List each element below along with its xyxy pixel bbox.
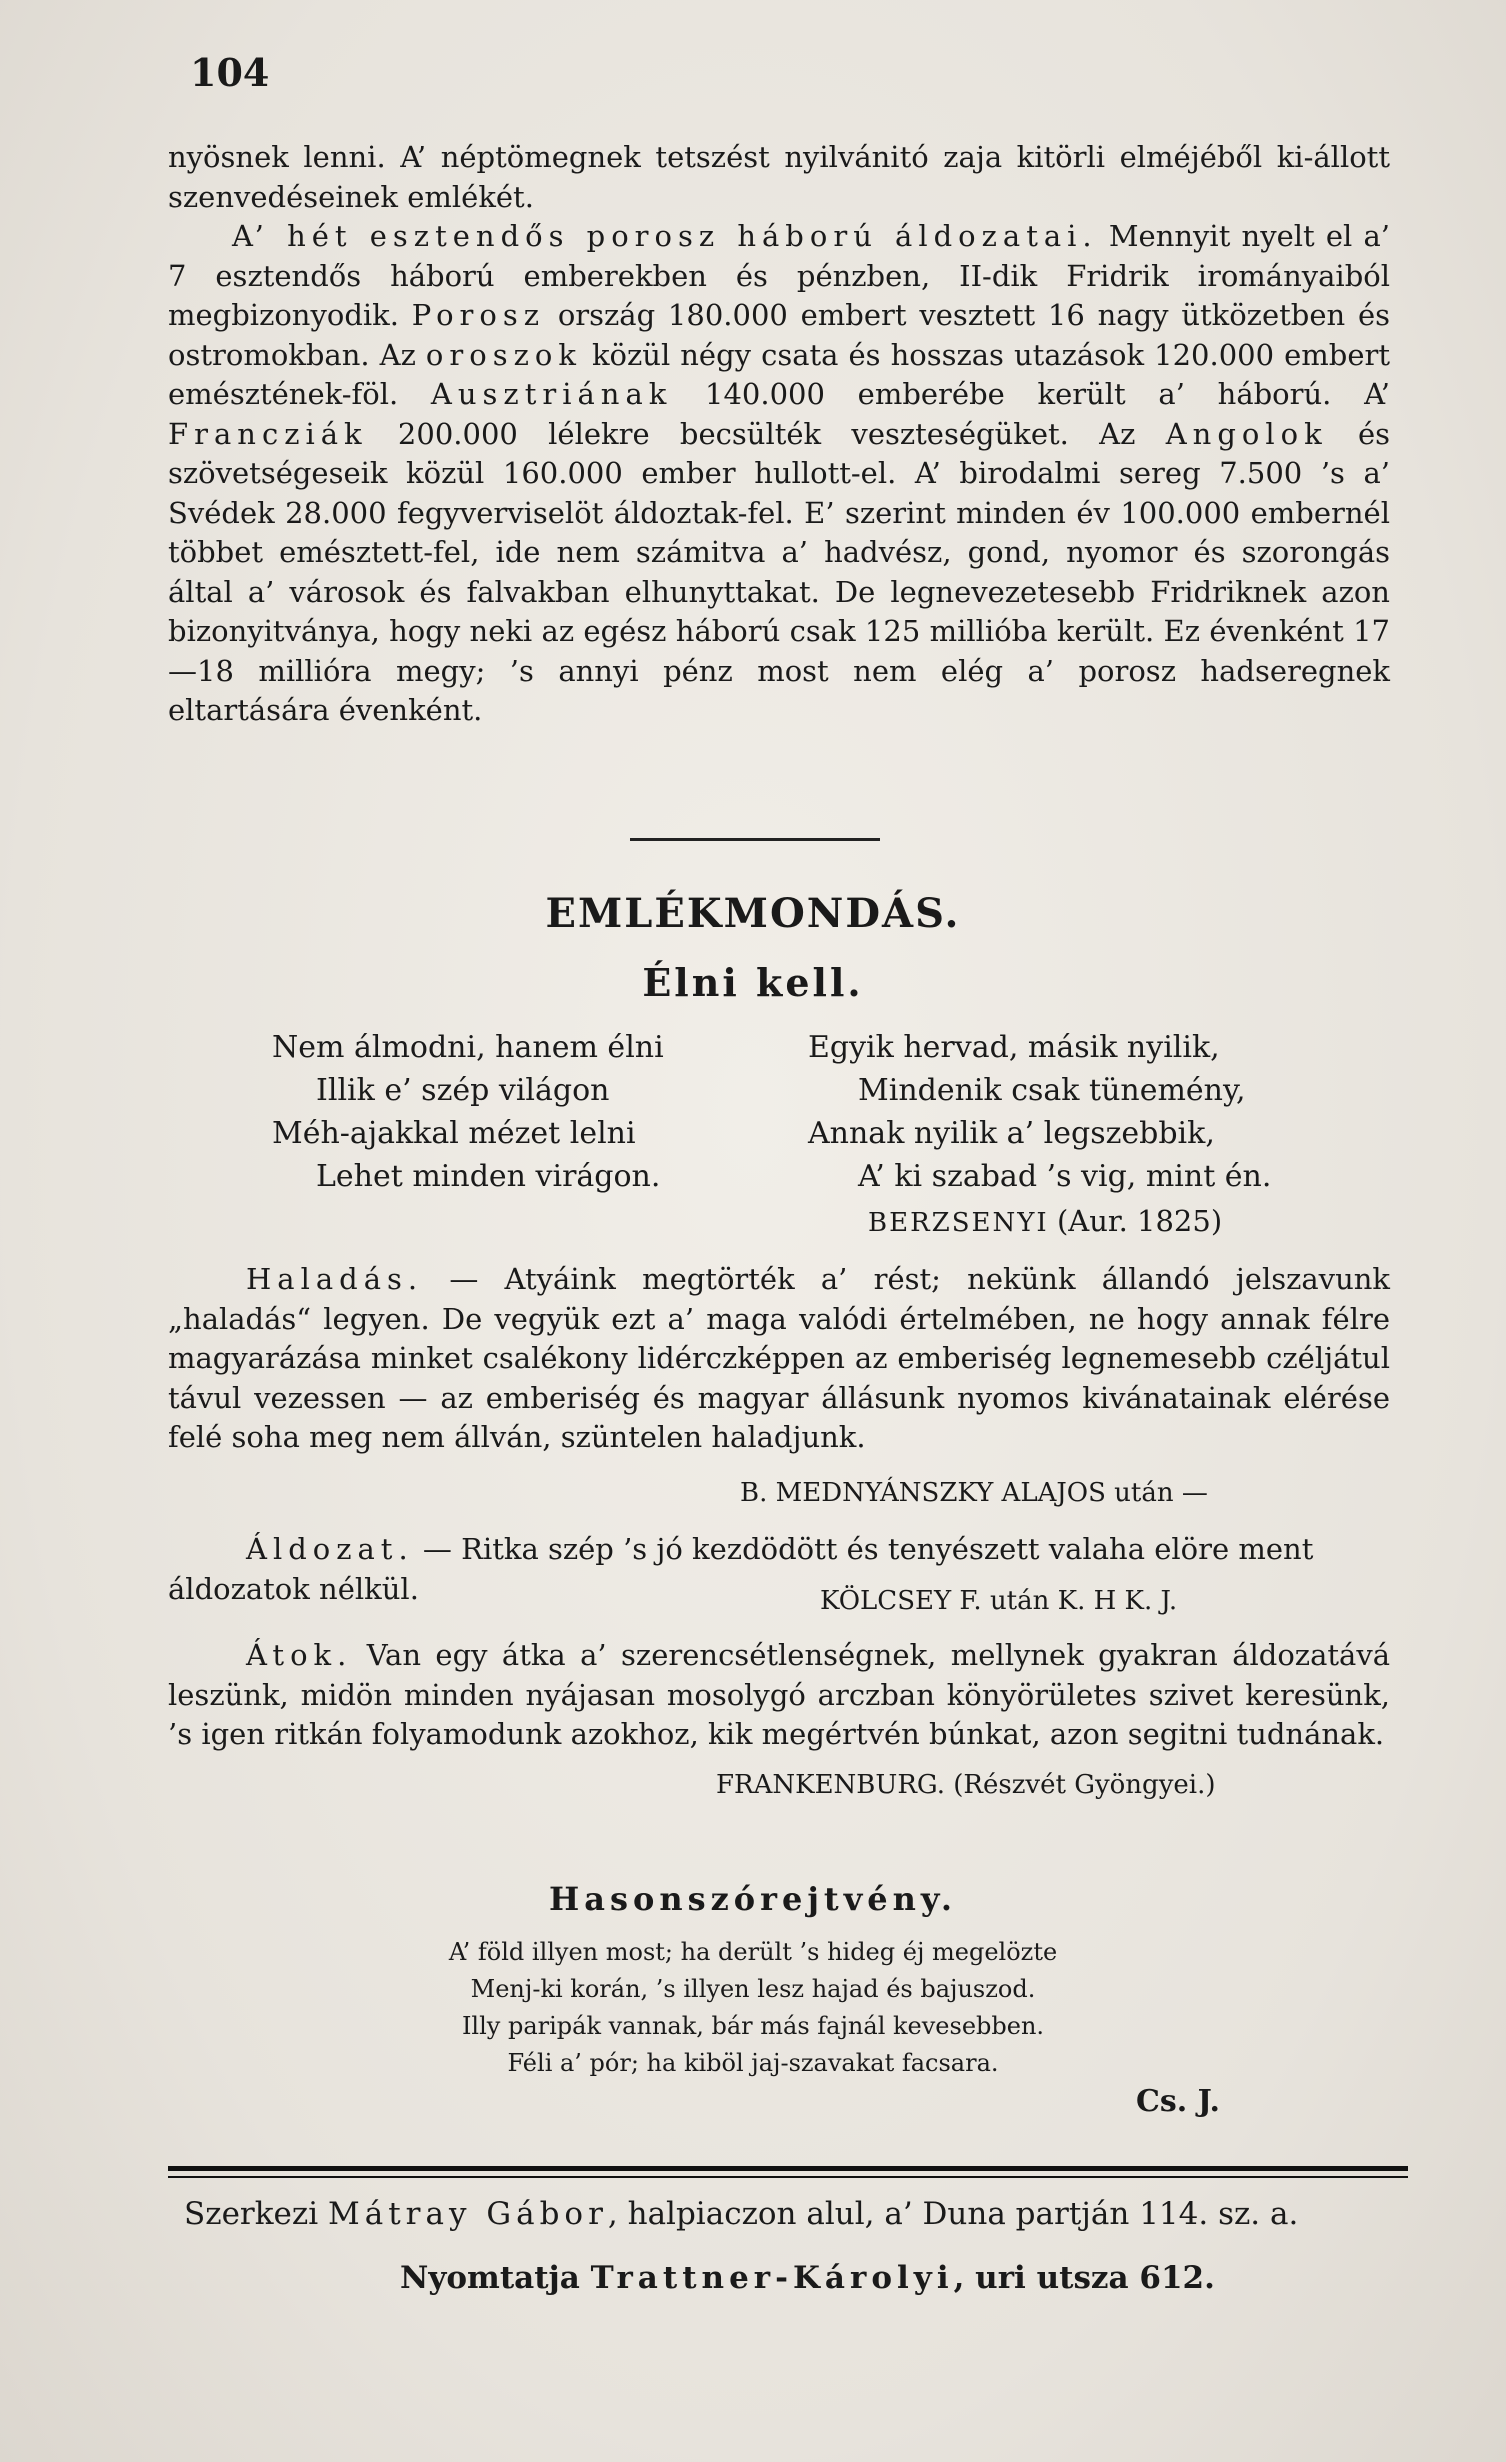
poem-line: Mindenik csak tünemény, (858, 1073, 1246, 1108)
emlekmondas-heading: EMLÉKMONDÁS. (545, 890, 961, 937)
editor-imprint: Szerkezi Mátray Gábor, halpiaczon alul, a’ Duna partján 114. sz. a. (184, 2196, 1299, 2232)
aldozat-paragraph: Áldozat. — Ritka szép ’s jó kezdödött és tenyészett valaha elöre ment áldozatok nélkül. (168, 1532, 1314, 1606)
poem-line: Lehet minden virágon. (316, 1159, 661, 1194)
footer-rule-thick (168, 2166, 1408, 2171)
poem-line: Illik e’ szép világon (316, 1073, 610, 1108)
atok-paragraph: Átok. Van egy átka a’ szerencsétlenségnek, mellynek gyakran áldozatává leszünk, midön minden nyájasan mosolygó arczban könyörületes szivet keresünk, ’s igen ritkán folyamodunk azokhoz, kik megértvén búnkat, azon segitni tudnának. (168, 1638, 1390, 1751)
poem-signature: BERZSENYI (Aur. 1825) (868, 1204, 1223, 1238)
section-divider (630, 838, 880, 841)
verse-line: Menj-ki korán, ’s illyen lesz hajad és bajuszod. (470, 1975, 1036, 2003)
poem-left-stanza (272, 1026, 664, 1198)
seven-years-war-paragraph: A’ hét esztendős porosz háború áldozatai. Mennyit nyelt el a’ 7 esztendős háború emberekben és pénzben, II-dik Fridrik irományaiból megbizonyodik. Porosz ország 180.000 embert vesztett 16 nagy ütközetben és ostromokban. Az oroszok közül négy csata és hosszas utazások 120.000 embert emésztének-föl. Ausztriának 140.000 emberébe került a’ háború. A’ Francziák 200.000 lélekre becsülték veszteségüket. Az Angolok és szövetségeseik közül 160.000 ember hullott-el. A’ birodalmi sereg 7.500 ’s a’ Svédek 28.000 fegyverviselöt áldoztak-fel. E’ szerint minden év 100.000 embernél többet emésztett-fel, ide nem számitva a’ hadvész, gond, nyomor és szorongás által a’ városok és falvakban elhunyttakat. De legnevezetesebb Fridriknek azon bizonyitványa, hogy neki az egész háború csak 125 millióba került. Ez évenként 17—18 millióra megy; ’s annyi pénz most nem elég a’ porosz hadseregnek eltartására évenként. (168, 219, 1391, 727)
printer-imprint: Nyomtatja Trattner-Károlyi, uri utsza 612. (400, 2260, 1215, 2296)
aldozat-title: Áldozat. (246, 1532, 414, 1566)
poem-line: Nem álmodni, hanem élni (272, 1030, 664, 1065)
verse-line: A’ föld illyen most; ha derült ’s hideg éj megelözte (448, 1938, 1058, 1966)
haladas-paragraph: Haladás. — Atyáink megtörték a’ rést; nekünk állandó jelszavunk „haladás“ legyen. De vegyük ezt a’ maga valódi értelmében, ne hogy annak félre magyarázása minket csalékony lidérczképpen az emberiség legnemesebb czéljátul távul vezessen — az emberiség és magyar állásunk nyomos kivánatainak elérése felé soha meg nem állván, szüntelen haladjunk. (168, 1262, 1390, 1454)
poem-line: A’ ki szabad ’s vig, mint én. (858, 1159, 1272, 1194)
poem-line: Annak nyilik a’ legszebbik, (808, 1116, 1215, 1151)
opening-paragraph: nyösnek lenni. A’ néptömegnek tetszést nyilvánitó zaja kitörli elméjéből ki-állott szenvedéseinek emlékét. (168, 140, 1390, 214)
article-seven-years-war (168, 138, 1390, 731)
aldozat-signature: KÖLCSEY F. után K. H K. J. (820, 1586, 1178, 1616)
haladas-signature: B. MEDNYÁNSZKY ALAJOS után — (740, 1478, 1208, 1508)
rejtveny-title: Hasonszórejtvény. (549, 1880, 957, 1918)
page-number: 104 (190, 50, 270, 95)
poem-title: Élni kell. (642, 960, 864, 1005)
haladas-title: Haladás. (246, 1262, 424, 1296)
footer-rule-thin (168, 2176, 1408, 2178)
poem-line: Méh-ajakkal mézet lelni (272, 1116, 636, 1151)
poem-line: Egyik hervad, másik nyilik, (808, 1030, 1220, 1065)
poem-right-stanza (808, 1026, 1271, 1198)
rejtveny-verse (0, 1934, 1506, 2082)
rejtveny-signature: Cs. J. (1136, 2084, 1220, 2119)
atok-signature: FRANKENBURG. (Részvét Gyöngyei.) (716, 1770, 1216, 1800)
atok-title: Átok. (246, 1638, 353, 1672)
verse-line: Féli a’ pór; ha kiböl jaj-szavakat facsara. (507, 2049, 999, 2077)
verse-line: Illy paripák vannak, bár más fajnál kevesebben. (461, 2012, 1045, 2040)
section-title: A’ hét esztendős porosz háború áldozatai. (232, 219, 1098, 253)
